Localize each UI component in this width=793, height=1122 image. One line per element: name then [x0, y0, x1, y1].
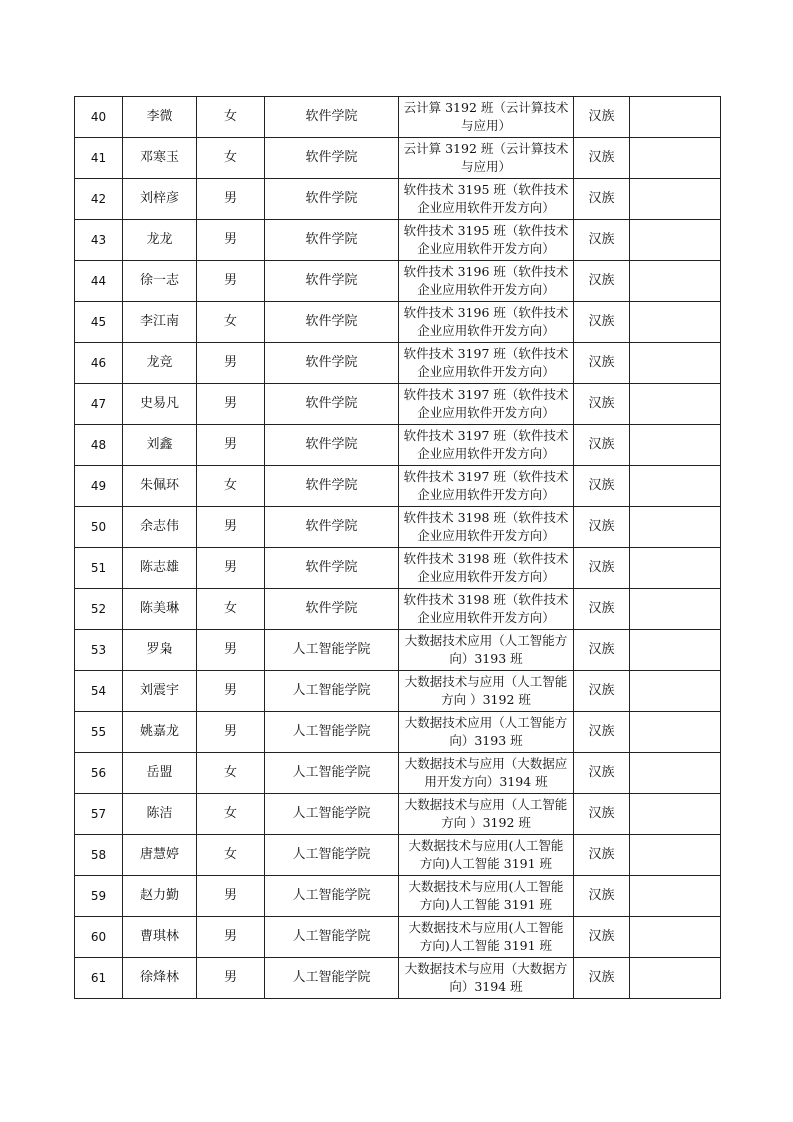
table-row — [75, 425, 721, 466]
student-note — [630, 138, 721, 179]
table-row — [75, 958, 721, 999]
table-row — [75, 712, 721, 753]
table-row — [75, 753, 721, 794]
row-number: 48 — [75, 425, 123, 466]
student-gender: 女 — [197, 97, 265, 138]
row-number: 46 — [75, 343, 123, 384]
row-number: 40 — [75, 97, 123, 138]
table-row — [75, 220, 721, 261]
student-note — [630, 917, 721, 958]
student-gender: 女 — [197, 794, 265, 835]
student-ethnicity: 汉族 — [574, 917, 630, 958]
student-ethnicity: 汉族 — [574, 261, 630, 302]
student-class: 大数据技术与应用（人工智能方向 ）3192 班 — [399, 794, 574, 835]
student-name: 岳盟 — [123, 753, 197, 794]
student-name: 徐一志 — [123, 261, 197, 302]
row-number: 45 — [75, 302, 123, 343]
student-ethnicity: 汉族 — [574, 671, 630, 712]
student-name: 龙竞 — [123, 343, 197, 384]
student-ethnicity: 汉族 — [574, 589, 630, 630]
student-name: 徐烽林 — [123, 958, 197, 999]
row-number: 43 — [75, 220, 123, 261]
student-college: 人工智能学院 — [265, 917, 399, 958]
student-note — [630, 507, 721, 548]
student-name: 罗枭 — [123, 630, 197, 671]
table-row — [75, 384, 721, 425]
student-ethnicity: 汉族 — [574, 97, 630, 138]
table-row — [75, 876, 721, 917]
student-ethnicity: 汉族 — [574, 712, 630, 753]
student-college: 软件学院 — [265, 384, 399, 425]
student-class: 大数据技术与应用(人工智能方向)人工智能 3191 班 — [399, 917, 574, 958]
student-note — [630, 384, 721, 425]
student-gender: 男 — [197, 343, 265, 384]
row-number: 50 — [75, 507, 123, 548]
row-number: 60 — [75, 917, 123, 958]
student-gender: 女 — [197, 138, 265, 179]
student-class: 云计算 3192 班（云计算技术与应用） — [399, 138, 574, 179]
student-gender: 男 — [197, 958, 265, 999]
student-gender: 女 — [197, 466, 265, 507]
student-college: 人工智能学院 — [265, 753, 399, 794]
student-name: 朱佩环 — [123, 466, 197, 507]
student-gender: 女 — [197, 835, 265, 876]
student-name: 刘梓彦 — [123, 179, 197, 220]
student-ethnicity: 汉族 — [574, 548, 630, 589]
table-row — [75, 548, 721, 589]
student-gender: 男 — [197, 384, 265, 425]
row-number: 41 — [75, 138, 123, 179]
student-college: 人工智能学院 — [265, 958, 399, 999]
student-class: 软件技术 3196 班（软件技术企业应用软件开发方向） — [399, 261, 574, 302]
student-ethnicity: 汉族 — [574, 876, 630, 917]
row-number: 56 — [75, 753, 123, 794]
student-note — [630, 630, 721, 671]
student-name: 赵力勤 — [123, 876, 197, 917]
student-college: 人工智能学院 — [265, 671, 399, 712]
student-ethnicity: 汉族 — [574, 507, 630, 548]
student-gender: 男 — [197, 712, 265, 753]
student-name: 刘鑫 — [123, 425, 197, 466]
student-ethnicity: 汉族 — [574, 835, 630, 876]
student-college: 软件学院 — [265, 179, 399, 220]
student-note — [630, 958, 721, 999]
student-note — [630, 466, 721, 507]
student-ethnicity: 汉族 — [574, 179, 630, 220]
student-class: 软件技术 3197 班（软件技术企业应用软件开发方向） — [399, 425, 574, 466]
student-gender: 男 — [197, 917, 265, 958]
student-name: 陈洁 — [123, 794, 197, 835]
student-note — [630, 220, 721, 261]
student-name: 余志伟 — [123, 507, 197, 548]
student-college: 软件学院 — [265, 97, 399, 138]
student-gender: 男 — [197, 220, 265, 261]
row-number: 47 — [75, 384, 123, 425]
student-name: 龙龙 — [123, 220, 197, 261]
student-college: 软件学院 — [265, 261, 399, 302]
student-class: 软件技术 3197 班（软件技术企业应用软件开发方向） — [399, 466, 574, 507]
table-row — [75, 261, 721, 302]
table-body — [75, 97, 721, 999]
table-row — [75, 302, 721, 343]
student-note — [630, 876, 721, 917]
student-college: 软件学院 — [265, 302, 399, 343]
student-class: 软件技术 3198 班（软件技术企业应用软件开发方向） — [399, 548, 574, 589]
student-note — [630, 671, 721, 712]
student-college: 人工智能学院 — [265, 835, 399, 876]
student-class: 大数据技术与应用（大数据方向）3194 班 — [399, 958, 574, 999]
student-gender: 男 — [197, 671, 265, 712]
student-college: 软件学院 — [265, 425, 399, 466]
student-name: 史易凡 — [123, 384, 197, 425]
student-college: 软件学院 — [265, 138, 399, 179]
student-college: 软件学院 — [265, 343, 399, 384]
row-number: 51 — [75, 548, 123, 589]
student-ethnicity: 汉族 — [574, 466, 630, 507]
student-class: 软件技术 3195 班（软件技术企业应用软件开发方向） — [399, 220, 574, 261]
student-ethnicity: 汉族 — [574, 753, 630, 794]
student-gender: 女 — [197, 589, 265, 630]
student-note — [630, 548, 721, 589]
student-class: 云计算 3192 班（云计算技术与应用） — [399, 97, 574, 138]
student-class: 软件技术 3198 班（软件技术企业应用软件开发方向） — [399, 507, 574, 548]
student-note — [630, 97, 721, 138]
student-class: 软件技术 3195 班（软件技术企业应用软件开发方向） — [399, 179, 574, 220]
student-college: 软件学院 — [265, 548, 399, 589]
student-ethnicity: 汉族 — [574, 630, 630, 671]
student-class: 大数据技术与应用(人工智能方向)人工智能 3191 班 — [399, 876, 574, 917]
student-college: 人工智能学院 — [265, 630, 399, 671]
student-college: 人工智能学院 — [265, 876, 399, 917]
student-college: 软件学院 — [265, 589, 399, 630]
student-note — [630, 794, 721, 835]
student-table — [74, 96, 721, 999]
student-note — [630, 179, 721, 220]
student-name: 李微 — [123, 97, 197, 138]
row-number: 52 — [75, 589, 123, 630]
student-name: 邓寒玉 — [123, 138, 197, 179]
student-college: 软件学院 — [265, 507, 399, 548]
student-ethnicity: 汉族 — [574, 794, 630, 835]
student-note — [630, 425, 721, 466]
table-row — [75, 138, 721, 179]
student-class: 大数据技术应用（人工智能方向）3193 班 — [399, 630, 574, 671]
table-row — [75, 343, 721, 384]
row-number: 54 — [75, 671, 123, 712]
table-row — [75, 835, 721, 876]
student-ethnicity: 汉族 — [574, 302, 630, 343]
row-number: 57 — [75, 794, 123, 835]
student-college: 软件学院 — [265, 220, 399, 261]
student-name: 陈美琳 — [123, 589, 197, 630]
student-ethnicity: 汉族 — [574, 220, 630, 261]
row-number: 58 — [75, 835, 123, 876]
row-number: 61 — [75, 958, 123, 999]
table-row — [75, 466, 721, 507]
student-gender: 男 — [197, 425, 265, 466]
student-ethnicity: 汉族 — [574, 138, 630, 179]
student-ethnicity: 汉族 — [574, 384, 630, 425]
table-row — [75, 671, 721, 712]
student-name: 李江南 — [123, 302, 197, 343]
student-note — [630, 261, 721, 302]
row-number: 53 — [75, 630, 123, 671]
table-row — [75, 179, 721, 220]
student-gender: 男 — [197, 507, 265, 548]
row-number: 42 — [75, 179, 123, 220]
row-number: 49 — [75, 466, 123, 507]
table-row — [75, 589, 721, 630]
table-row — [75, 917, 721, 958]
table-row — [75, 97, 721, 138]
student-gender: 男 — [197, 179, 265, 220]
student-college: 软件学院 — [265, 466, 399, 507]
student-name: 刘震宇 — [123, 671, 197, 712]
table-row — [75, 507, 721, 548]
student-ethnicity: 汉族 — [574, 958, 630, 999]
student-note — [630, 753, 721, 794]
student-class: 软件技术 3197 班（软件技术企业应用软件开发方向） — [399, 343, 574, 384]
student-name: 曹琪林 — [123, 917, 197, 958]
student-ethnicity: 汉族 — [574, 425, 630, 466]
student-college: 人工智能学院 — [265, 712, 399, 753]
student-name: 姚嘉龙 — [123, 712, 197, 753]
student-gender: 女 — [197, 753, 265, 794]
student-note — [630, 835, 721, 876]
student-gender: 男 — [197, 261, 265, 302]
student-gender: 女 — [197, 302, 265, 343]
student-note — [630, 589, 721, 630]
student-note — [630, 712, 721, 753]
student-name: 陈志雄 — [123, 548, 197, 589]
row-number: 44 — [75, 261, 123, 302]
student-class: 大数据技术与应用（大数据应用开发方向）3194 班 — [399, 753, 574, 794]
row-number: 59 — [75, 876, 123, 917]
row-number: 55 — [75, 712, 123, 753]
student-class: 软件技术 3198 班（软件技术企业应用软件开发方向） — [399, 589, 574, 630]
student-college: 人工智能学院 — [265, 794, 399, 835]
student-note — [630, 343, 721, 384]
student-gender: 男 — [197, 876, 265, 917]
table-row — [75, 794, 721, 835]
student-class: 软件技术 3197 班（软件技术企业应用软件开发方向） — [399, 384, 574, 425]
student-name: 唐慧婷 — [123, 835, 197, 876]
student-class: 大数据技术与应用(人工智能方向)人工智能 3191 班 — [399, 835, 574, 876]
table-row — [75, 630, 721, 671]
student-class: 软件技术 3196 班（软件技术企业应用软件开发方向） — [399, 302, 574, 343]
student-gender: 男 — [197, 548, 265, 589]
student-gender: 男 — [197, 630, 265, 671]
student-class: 大数据技术与应用（人工智能方向 ）3192 班 — [399, 671, 574, 712]
student-ethnicity: 汉族 — [574, 343, 630, 384]
student-note — [630, 302, 721, 343]
student-class: 大数据技术应用（人工智能方向）3193 班 — [399, 712, 574, 753]
